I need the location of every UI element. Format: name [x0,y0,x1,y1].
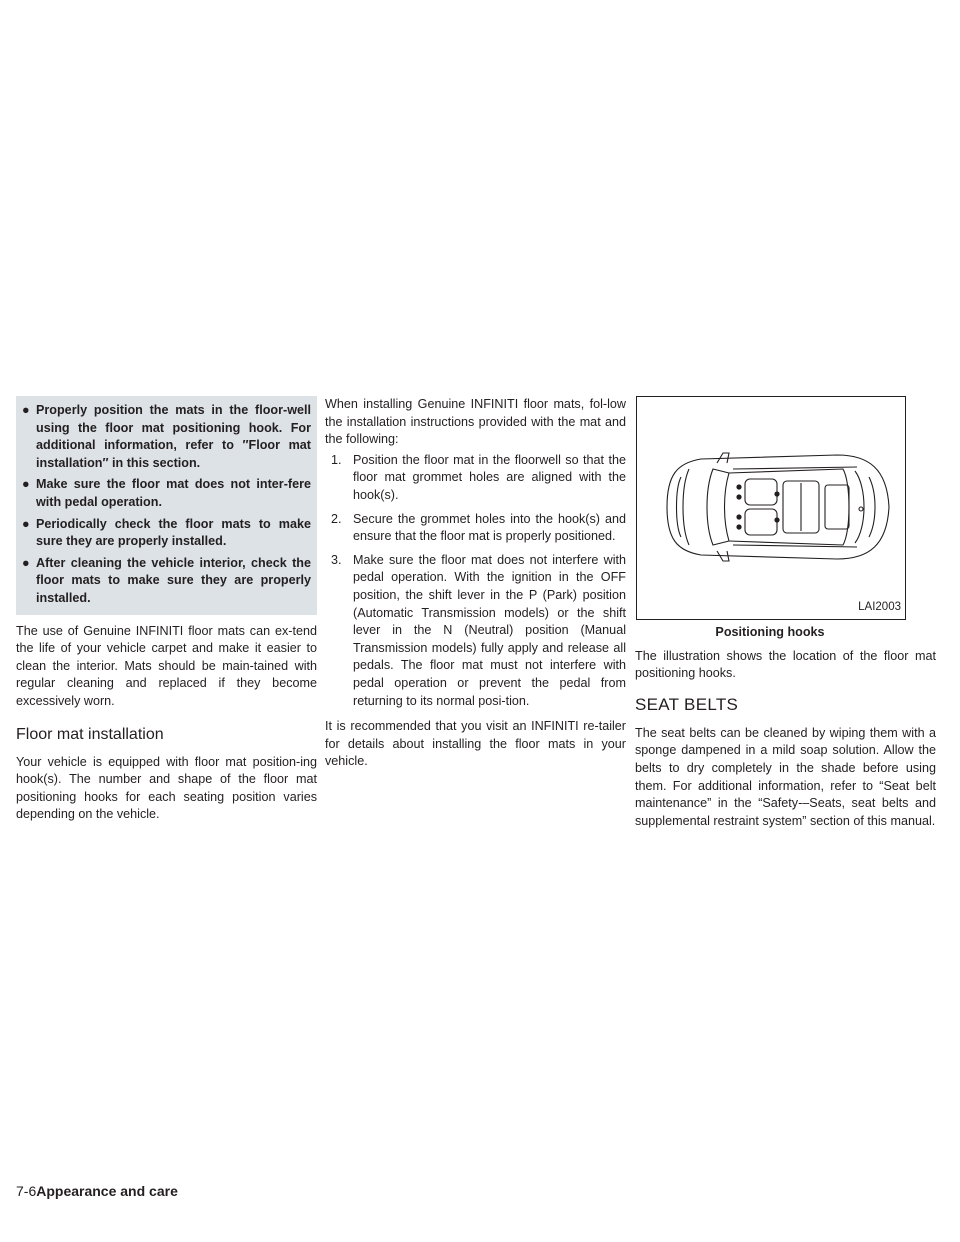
caution-item: ● After cleaning the vehicle interior, check the floor mats to make sure they are properly installed. [22,555,311,605]
bullet-icon: ● [22,516,30,531]
page-number: 7-6 [16,1183,37,1199]
install-intro-paragraph: When installing Genuine INFINITI floor mats, fol-low the installation instructions provided with the mat and the following: [325,397,626,447]
step-item: 1. Position the floor mat in the floorwell so that the floor mat grommet holes are aligned with the hook(s). [331,452,626,502]
caution-box [16,396,317,615]
column-left [16,396,317,824]
retailer-paragraph: It is recommended that you visit an INFINITI re-tailer for details about installing the floor mats in your vehicle. [325,719,626,769]
seat-belts-paragraph: The seat belts can be cleaned by wiping them with a sponge dampened in a mild soap solution. Allow the belts to dry completely in the shade before using them. For additional information, refer to “Seat belt maintenance” in the “Safety-–Seats, seat belts and supplemental restraint system” section of this manual. [635,725,936,828]
page-footer [16,1183,178,1199]
column-right [635,396,936,830]
section-title: Appearance and care [36,1183,178,1199]
installation-steps [325,452,626,710]
bullet-icon: ● [22,477,30,492]
step-item: 2. Secure the grommet holes into the hook(s) and ensure that the floor mat is properly positioned. [331,511,626,544]
bullet-icon: ● [22,403,30,417]
caution-item: ● Properly position the mats in the floor-well using the floor mat positioning hook. For additional information, refer to ″Floor mat installation″ in this section. [22,403,311,470]
figure-code: LAI2003 [858,601,901,614]
column-middle [325,396,626,771]
intro-paragraph: The use of Genuine INFINITI floor mats can ex-tend the life of your vehicle carpet and make it easier to clean the interior. Mats should be main-tained with regular cleaning and replaced if they become excessively worn. [16,623,317,708]
floor-mat-installation-heading: Floor mat installation [16,725,164,743]
car-top-view-illustration [637,397,905,619]
vehicle-top-view-figure [636,396,906,620]
caution-item: ● Periodically check the floor mats to make sure they are properly installed. [22,516,311,549]
caution-list [22,402,311,608]
step-item: 3. Make sure the floor mat does not interfere with pedal operation. With the ignition in the OFF position, the shift lever in the P (Park) position (Automatic Transmission models) or the shift lever in the N (Neutral) position (Manual Transmission models) fully apply and release all pedals. The floor mat must not interfere with pedal operation or prevent the pedal from returning to its normal posi-tion. [331,552,626,708]
caution-item: ● Make sure the floor mat does not inter-fere with pedal operation. [22,477,311,509]
seat-belts-heading: SEAT BELTS [635,694,739,714]
floor-mat-paragraph: Your vehicle is equipped with floor mat position-ing hook(s). The number and shape of the floor mat positioning hooks for each seating position varies depending on the vehicle. [16,754,317,822]
bullet-icon: ● [22,555,30,570]
figure-description: The illustration shows the location of the floor mat positioning hooks. [635,648,936,681]
figure-caption: Positioning hooks [715,625,825,639]
